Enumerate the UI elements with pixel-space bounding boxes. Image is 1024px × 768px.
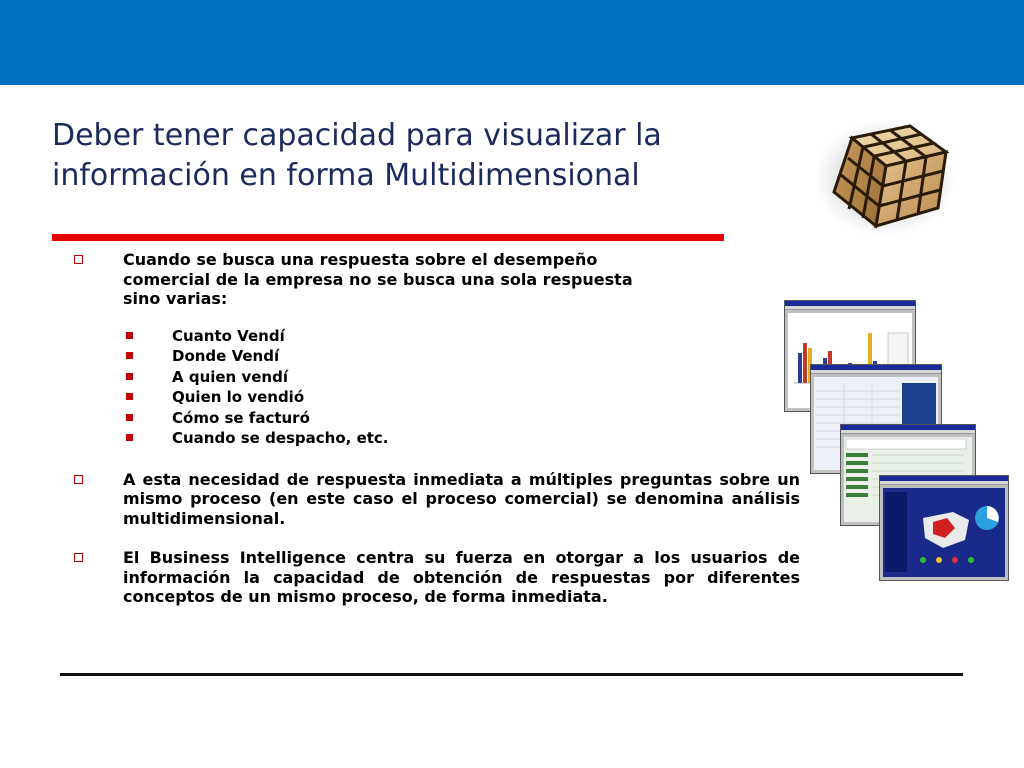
title-line-2: información en forma Multidimensional bbox=[52, 158, 640, 193]
bullet-2 bbox=[70, 470, 800, 529]
filled-square-bullet-icon bbox=[126, 352, 133, 359]
sub-item bbox=[70, 387, 800, 408]
sub-item-label: Quien lo vendió bbox=[172, 388, 305, 406]
sub-item bbox=[70, 326, 800, 347]
cube-icon bbox=[812, 112, 958, 238]
title-line-1: Deber tener capacidad para visualizar la bbox=[52, 118, 662, 153]
bullet-1 bbox=[70, 250, 800, 309]
footer-rule bbox=[60, 673, 963, 676]
sub-item-label: Cómo se facturó bbox=[172, 408, 310, 427]
bullet-3 bbox=[70, 548, 800, 607]
hollow-square-bullet-icon bbox=[74, 553, 83, 562]
software-screenshots-illustration bbox=[784, 300, 1014, 585]
content-bullets bbox=[70, 250, 800, 607]
bullet-3-text: El Business Intelligence centra su fuerza en otorgar a los usuarios de información la capacidad de obtención de respuestas por diferentes conceptos de un mismo proceso, de forma inmediata. bbox=[123, 548, 800, 606]
filled-square-bullet-icon bbox=[126, 373, 133, 380]
slide-title bbox=[52, 116, 772, 196]
sub-item-label: Donde Vendí bbox=[172, 347, 280, 365]
filled-square-bullet-icon bbox=[126, 414, 133, 421]
sub-item-label: Cuando se despacho, etc. bbox=[172, 429, 389, 447]
filled-square-bullet-icon bbox=[126, 332, 133, 339]
filled-square-bullet-icon bbox=[126, 393, 133, 400]
sub-item bbox=[70, 346, 800, 367]
sub-item bbox=[70, 428, 800, 449]
hollow-square-bullet-icon bbox=[74, 255, 83, 264]
sub-item-label: A quien vendí bbox=[172, 367, 288, 386]
hollow-square-bullet-icon bbox=[74, 475, 83, 484]
dashboard-window-image bbox=[879, 475, 1009, 581]
sub-item-label: Cuanto Vendí bbox=[172, 326, 285, 345]
sub-item bbox=[70, 408, 800, 429]
bullet-1-line-3: sino varias: bbox=[123, 289, 228, 308]
header-bar bbox=[0, 0, 1024, 85]
bullet-1-line-1: Cuando se busca una respuesta sobre el desempeño bbox=[123, 250, 598, 269]
sub-bullet-list bbox=[70, 326, 800, 449]
title-underline bbox=[52, 234, 724, 241]
bullet-2-text: A esta necesidad de respuesta inmediata a múltiples preguntas sobre un mismo proceso (en este caso el proceso comercial) se denomina análisis multidimensional. bbox=[123, 469, 800, 528]
filled-square-bullet-icon bbox=[126, 434, 133, 441]
sub-item bbox=[70, 367, 800, 388]
bullet-1-line-2: comercial de la empresa no se busca una sola respuesta bbox=[123, 269, 633, 289]
